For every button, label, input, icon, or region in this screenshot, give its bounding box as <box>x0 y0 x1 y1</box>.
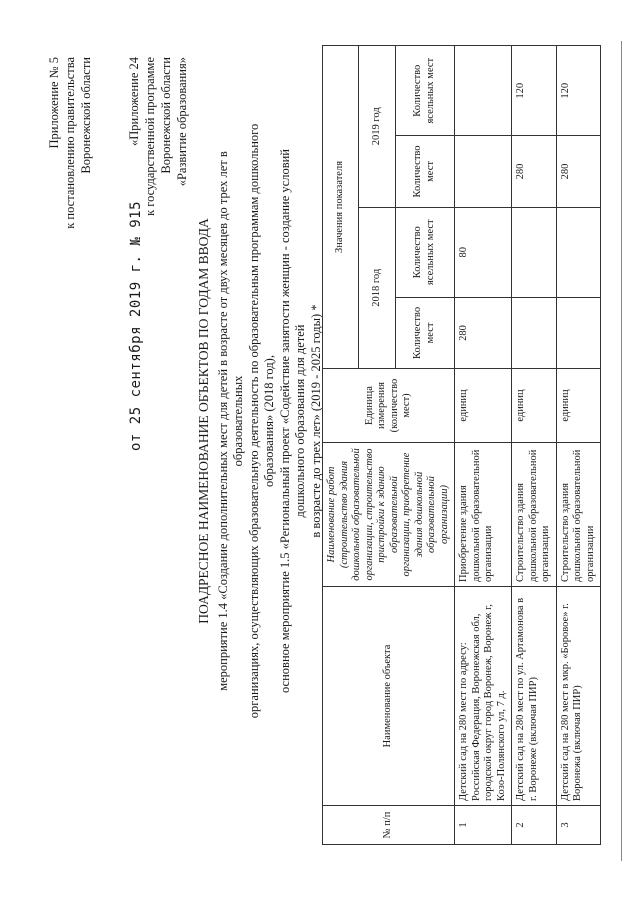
object-name: Детский сад на 280 мест в мкр. «Боровое» г. Воронежа (включая ПИР) <box>556 587 601 806</box>
nursery-2019: 120 <box>556 46 601 136</box>
title-line-3: основное мероприятие 1.5 «Региональный проект «Содействие занятости женщин - создание условий дошкольного образования для детей <box>277 149 307 693</box>
objects-table <box>322 45 601 845</box>
header-2018: 2018 год <box>359 207 395 368</box>
header-no: № п/п <box>323 806 455 845</box>
nursery-2018 <box>556 207 601 297</box>
appendix-line-3: Воронежской области <box>79 57 93 174</box>
header-works: Наименование работ (строительство здания дошкольной образовательной организации, строительство пристройки к зданию образовательной организации, приобретение здания дошкольной образовательной организации) <box>323 443 455 587</box>
places-2019: 280 <box>556 136 601 207</box>
header-values: Значения показателя <box>323 46 359 369</box>
nursery-2019 <box>455 46 512 136</box>
appendix24-line-3: Воронежской области <box>159 57 173 174</box>
appendix24-line-4: «Развитие образования» <box>175 57 189 187</box>
row-number: 2 <box>512 806 557 845</box>
decree-stamp: от 25 сентября 2019 г. № 915 <box>128 200 144 451</box>
rotated-page <box>10 11 630 891</box>
title-line-1: мероприятие 1.4 «Создание дополнительных мест для детей в возрасте от двух месяцев до трех лет в образовательных <box>215 151 245 691</box>
unit: единиц <box>512 369 557 443</box>
places-2018 <box>512 297 557 368</box>
unit: единиц <box>455 369 512 443</box>
header-2019-nursery: Количество ясельных мест <box>395 46 455 136</box>
appendix-24-block <box>126 57 190 216</box>
table-row <box>455 46 512 845</box>
row-number: 1 <box>455 806 512 845</box>
object-name: Детский сад на 280 мест по ул. Артамонова в г. Воронеже (включая ПИР) <box>512 587 557 806</box>
title-line-2: организациях, осуществляющих образовательную деятельность по образовательным программам дошкольного образования» (2018 год), <box>246 123 276 719</box>
appendix24-line-2: к государственной программе <box>143 57 157 216</box>
places-2018 <box>556 297 601 368</box>
works-name: Строительство здания дошкольной образовательной организации <box>556 443 601 587</box>
places-2019 <box>455 136 512 207</box>
row-number: 3 <box>556 806 601 845</box>
appendix24-line-1: «Приложение 24 <box>127 57 141 146</box>
works-name: Приобретение здания дошкольной образовательной организации <box>455 443 512 587</box>
title-heading: ПОАДРЕСНОЕ НАИМЕНОВАНИЕ ОБЪЕКТОВ ПО ГОДАМ ВВОДА <box>196 218 211 624</box>
places-2018: 280 <box>455 297 512 368</box>
header-2018-places: Количество мест <box>395 297 455 368</box>
unit: единиц <box>556 369 601 443</box>
places-2019: 280 <box>512 136 557 207</box>
nursery-2019: 120 <box>512 46 557 136</box>
table-row <box>512 46 557 845</box>
header-unit: Единица измерения (количество мест) <box>323 369 455 443</box>
works-name: Строительство здания дошкольной образовательной организации <box>512 443 557 587</box>
header-2019-places: Количество мест <box>395 136 455 207</box>
nursery-2018 <box>512 207 557 297</box>
appendix-block <box>46 57 94 229</box>
nursery-2018: 80 <box>455 207 512 297</box>
page-bottom-rule <box>621 41 622 861</box>
table-row <box>556 46 601 845</box>
title-line-4: в возрасте до трех лет» (2019 - 2025 годы) * <box>308 304 323 538</box>
header-2018-nursery: Количество ясельных мест <box>395 207 455 297</box>
header-name: Наименование объекта <box>323 587 455 806</box>
appendix-line-1: Приложение № 5 <box>47 57 61 149</box>
appendix-line-2: к постановлению правительства <box>63 57 77 229</box>
header-2019: 2019 год <box>359 46 395 208</box>
object-name: Детский сад на 280 мест по адресу: Российская Федерация, Воронежская обл, городской округ город Воронеж, Воронеж г, Козо-Полянского ул, 7 д. <box>455 587 512 806</box>
document-title <box>196 121 324 721</box>
